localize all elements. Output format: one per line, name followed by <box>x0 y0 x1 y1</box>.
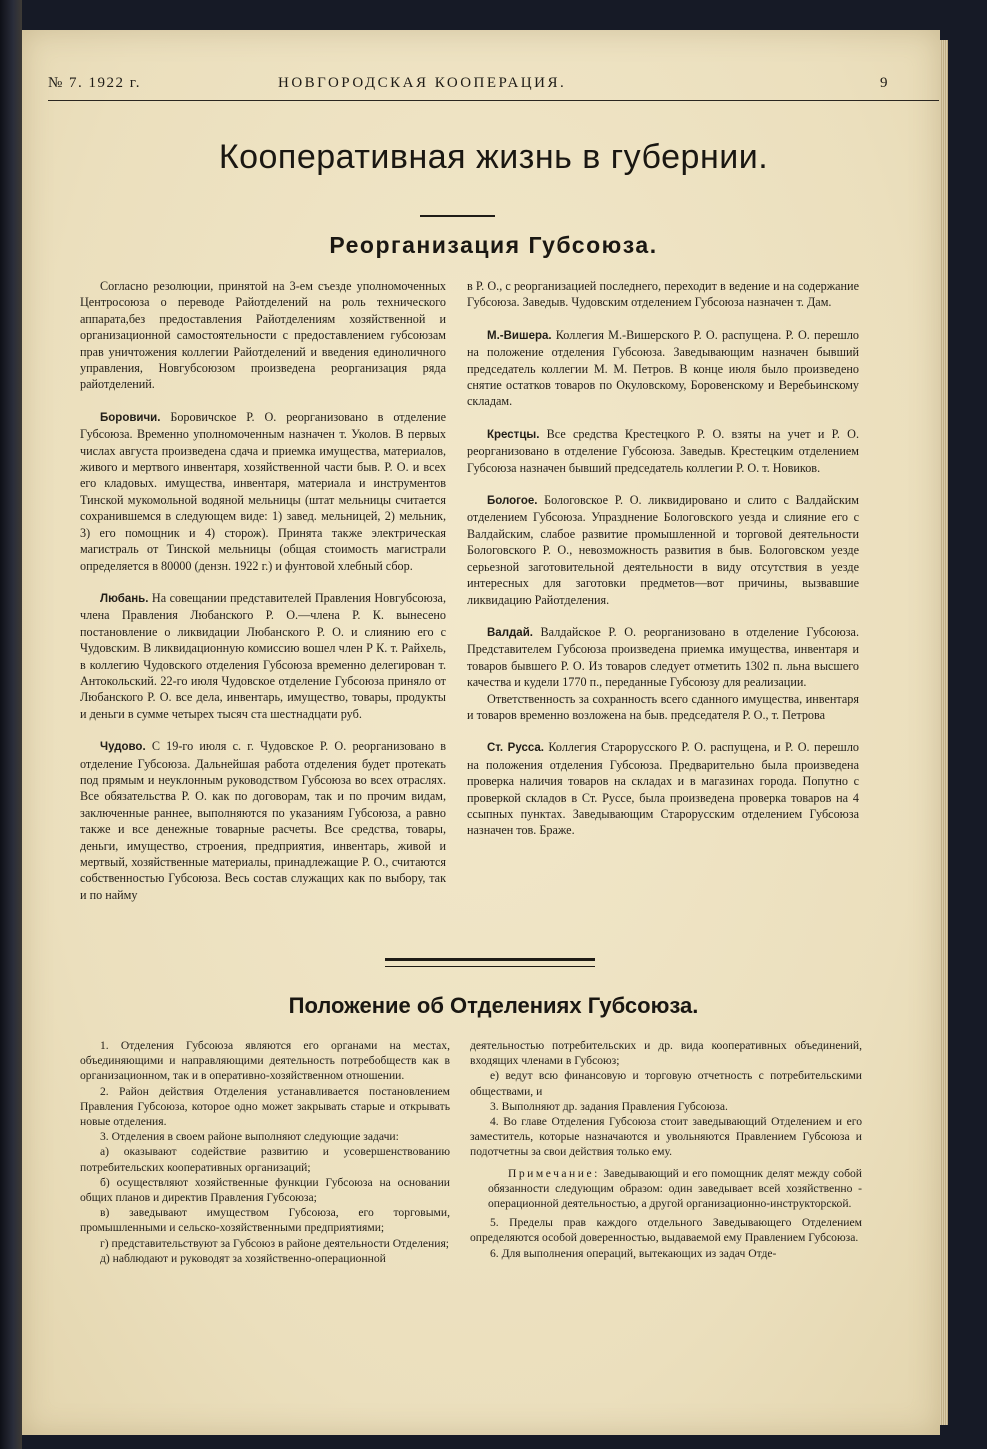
bologoe-text: Бологовское Р. О. ликвидировано и слито с Валдайским отделением Губсоюза. Упразднение Бологовского уезда и слияние его с Валдайским, слабое развитие промышленной и торговой деятельности Бологовского Р. О., невозможность развития в быв. Бологовском уезде серьезной заготовительной деятельности в виду отсутствия в уезде интересных для заготовки предметов—вот причины, вызвавшие ликвидацию Райотделения. <box>467 493 859 607</box>
regulation-item: г) представительствуют за Губсоюз в районе деятельности Отделения; <box>100 1236 450 1250</box>
regulation-item: 5. Пределы прав каждого отдельного Заведывающего Отделением определяются особой доверенностью, выдаваемой ему Правлением Губсоюза. <box>470 1216 862 1245</box>
regulation-item: 3. Отделения в своем районе выполняют следующие задачи: <box>100 1130 399 1144</box>
strussa-lead: Ст. Русса. <box>487 742 544 755</box>
regulation-item: д) наблюдают и руководят за хозяйственно-операционной <box>100 1251 386 1265</box>
mvishera-paragraph <box>467 327 859 410</box>
book-spine <box>0 0 22 1449</box>
kresttsy-lead: Крестцы. <box>487 428 540 441</box>
valday-lead: Валдай. <box>487 626 533 639</box>
regulation-item: е) ведут всю финансовую и торговую отчетность с потребительскими обществами, и <box>470 1069 862 1098</box>
chudovo-lead: Чудово. <box>100 741 146 754</box>
regulation-item: в) заведывают имуществом Губсоюза, его торговыми, промышленными и сельско-хозяйственными предприятиями; <box>80 1206 450 1235</box>
chudovo-paragraph <box>80 738 446 903</box>
regulation-item: 1. Отделения Губсоюза являются его органами на местах, объединяющими и направляющими деятельность потребобществ как в организационном, так и в оперативно-хозяйственном отношении. <box>80 1039 450 1083</box>
lyuban-lead: Любань. <box>100 592 149 605</box>
valday-paragraph-2: Ответственность за сохранность всего сданного имущества, инвентаря и товаров временно возложена на быв. председателя Р. О., т. Петрова <box>467 691 859 722</box>
borovichi-paragraph <box>80 409 446 574</box>
note-label: Примечание: <box>508 1166 600 1180</box>
header-rule <box>48 100 939 101</box>
borovichi-text: Боровичское Р. О. реорганизовано в отделение Губсоюза. Временно уполномоченным назначен т. Уколов. В первых числах августа произведена сдача и приемка имущества, материалов, живого и мертвого инвентаря, хозяйственной части быв. Р. О. и всех его кладовых. имущества, инвентаря, материала и инструментов Тинской мукомольной водяной мельницы (штат мельницы считается сохранившемся в следующем виде: 1) завед. мельницей, 2) мельник, 3) его помощник и 4) сторож). Принята также электрическая магистраль от Тинской мельницы (общая стоимость магистрали определяется в 80000 (дензн. 1922 г.) и фунтовой хлебный сбор. <box>80 409 446 573</box>
valday-paragraph <box>467 624 859 691</box>
section1-title: Реорганизация Губсоюза. <box>329 232 658 258</box>
mvishera-lead: М.-Вишера. <box>487 329 552 342</box>
kresttsy-text: Все средства Крестецкого Р. О. взяты на учет и Р. О. реорганизовано в отделение Губсоюза. Заведыв. Крестецким отделением Губсоюза назначен бывший председатель коллегии Р. О. т. Новиков. <box>467 426 859 475</box>
bologoe-paragraph <box>467 492 859 608</box>
kresttsy-paragraph <box>467 426 859 476</box>
running-header <box>48 75 939 101</box>
main-title: Кооперативная жизнь в губернии. <box>218 138 769 176</box>
mvishera-text: Коллегия М.-Вишерского Р. О. распущена. Р. О. перешло на положение отделения Губсоюза. Заведывающим назначен бывший председатель коллегии М. М. Петров. В конце июля было произведено снятие остатков товаров по Окуловскому, Боровенскому и Веребьинскому складам. <box>467 327 859 409</box>
section1-left-column <box>80 278 446 903</box>
section2-title: Положение об Отделениях Губсоюза. <box>288 993 699 1018</box>
issue-number: № 7. 1922 г. <box>48 75 142 91</box>
regulation-item: б) осуществляют хозяйственные функции Губсоюза на основании общих планов и директив Правления Губсоюза; <box>80 1175 450 1205</box>
regulation-item: 6. Для выполнения операций, вытекающих из задач Отде- <box>490 1246 777 1260</box>
regulation-item: а) оказывают содействие развитию и усовершенствованию потребительских кооперативных организаций; <box>80 1145 450 1174</box>
section2-left-column <box>80 1038 450 1266</box>
journal-title: НОВГОРОДСКАЯ КООПЕРАЦИЯ. <box>278 75 567 91</box>
title-divider <box>420 215 495 217</box>
intro-paragraph: Согласно резолюции, принятой на 3-ем съезде уполномоченных Центросоюза о переводе Райотделений на роль технического аппарата,без предоставления Райотделениям хозяйственной и организационной самостоятельности с предоставлением губсоюзам прав уничтожения коллегии Райотделений и введения единоличного управления, Новгубсоюзом произведена реорганизация ряда райотделений. <box>80 279 446 392</box>
lyuban-paragraph <box>80 590 446 722</box>
valday-text: Валдайское Р. О. реорганизовано в отделение Губсоюза. Представителем Губсоюза произведена приемка имущества, инвентаря и товаров бывшего Р. О. Из товаров следует отметить 1302 п. льна высшего качества и кудели 1770 п., переданные Губсоюзу для реализации. <box>467 624 859 690</box>
lyuban-text: На совещании представителей Правления Новгубсоюза, члена Правления Любанского Р. О.—члена Р. К. вынесено постановление о ликвидации Любанского Р. О. и слиянию его с Чудовским. В ликвидационную комиссию вошел член Р К. т. Райхель, в коллегию Чудовского отделения Губсоюза временно делегирован т. Антокольский. 22-го июля Чудовское отделение Губсоюза приняло от Любанского Р. О. все дела, инвентарь, имущество, товары, продукты и деньги в сумме четырех тысяч ста шестнадцати руб. <box>80 590 446 721</box>
chudovo-text: С 19-го июля с. г. Чудовское Р. О. реорганизовано в отделение Губсоюза. Дальнейшая работа отделения будет протекать под прямым и неуклонным руководством Губсоюза во всех отраслях. Все обязательства Р. О. как по договорам, так и по прочим видам, заключенные раннее, выполняются по указаниям Губсоюза, а равно также и все денежные товарные расчеты. Все средства, товары, деньги, имущество, строения, предприятия, инвентарь, живой и мертвый, хозяйственные материалы, принадлежащие Р. О., считаются собственностью Губсоюза. Весь состав служащих как по выбору, так и по найму <box>80 739 446 902</box>
bologoe-lead: Бологое. <box>487 495 538 508</box>
strussa-text: Коллегия Старорусского Р. О. распущена, и Р. О. перешло на положения отделения Губсоюза. Предварительно была произведена проверка наличия товаров на складах и в магазинах города. Попутно с проверкой складов в Ст. Руссе, была произведена проверка товаров на 4 ссыпных пунктах. Заведывающим Старорусским отделением Губсоюза назначен тов. Браже. <box>467 740 859 838</box>
regulation-item: 2. Район действия Отделения устанавливается постановлением Правления Губсоюза, которое одно может закрывать старые и открывать новые отделения. <box>80 1084 450 1129</box>
chudovo-continuation: в Р. О., с реорганизацией последнего, переходит в ведение и на содержание Губсоюза. Заведыв. Чудовским отделением Губсоюза назначен т. Дам. <box>467 279 859 310</box>
strussa-paragraph <box>467 739 859 838</box>
regulation-item: деятельностью потребительских и др. вида кооперативных объединений, входящих членами в Губсоюз; <box>470 1039 862 1068</box>
regulation-note <box>470 1166 862 1212</box>
page-number: 9 <box>880 75 889 91</box>
note-text: Заведывающий и его помощник делят между собой обязанности следующим образом: один заведывает всей хозяйственно - операционной деятельностью, а другой организационно-инструкторской. <box>488 1166 862 1211</box>
section1-right-column <box>467 278 859 839</box>
section2-right-column <box>470 1038 862 1261</box>
regulation-item: 4. Во главе Отделения Губсоюза стоит заведывающий Отделением и его заместитель, которые назначаются и увольняются Правлением Губсоюза и подотчетны за свои действия только ему. <box>470 1115 862 1159</box>
section-divider <box>385 958 595 967</box>
borovichi-lead: Боровичи. <box>100 411 161 424</box>
regulation-item: 3. Выполняют др. задания Правления Губсоюза. <box>490 1099 728 1113</box>
